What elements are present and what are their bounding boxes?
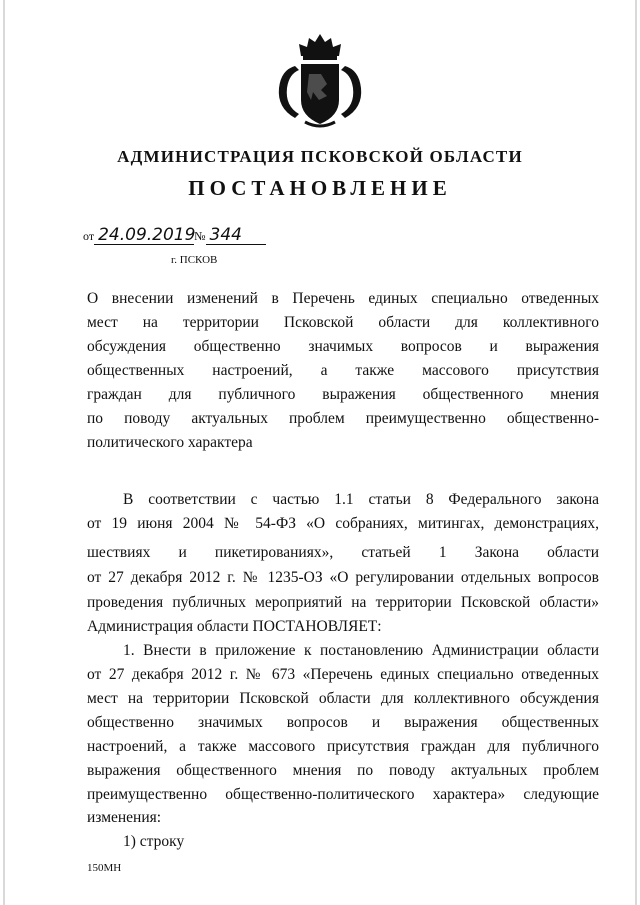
title-line: О внесении изменений в Перечень единых специально отведенных — [87, 290, 599, 307]
body-line: настроений, а также массового присутствия граждан для публичного — [87, 738, 599, 755]
body-line: изменения: — [87, 809, 162, 826]
body-line: В соответствии с частью 1.1 статьи 8 Федерального закона — [123, 491, 599, 508]
body-line: 1) строку — [123, 833, 185, 850]
body-line: от 27 декабря 2012 г. № 1235-ОЗ «О регулировании отдельных вопросов — [87, 569, 599, 586]
form-code: 150МН — [87, 862, 122, 874]
body-line: проведения публичных мероприятий на территории Псковской области» — [87, 594, 599, 611]
scan-edge-left — [3, 0, 5, 905]
title-line: по поводу актуальных проблем преимущественно общественно- — [87, 410, 599, 427]
document-type-heading: ПОСТАНОВЛЕНИЕ — [188, 176, 452, 200]
body-line: выражения общественного мнения по поводу актуальных проблем — [87, 762, 599, 779]
title-line: общественных настроений, а также массового присутствия — [87, 362, 599, 379]
title-line: граждан для публичного выражения общественного мнения — [87, 386, 599, 403]
number-prefix: № — [194, 229, 206, 243]
body-line: общественно значимых вопросов и выражения общественных — [87, 714, 599, 731]
title-line: обсуждения общественно значимых вопросов и выражения — [87, 338, 599, 355]
handwritten-number: 344 — [206, 226, 266, 245]
title-line: политического характера — [87, 434, 253, 451]
body-line: от 19 июня 2004 № 54-ФЗ «О собраниях, митингах, демонстрациях, — [87, 515, 599, 532]
title-line: мест на территории Псковской области для коллективного — [87, 314, 599, 331]
date-prefix: от — [83, 229, 95, 243]
handwritten-date: 24.09.2019 — [94, 226, 194, 245]
body-line: шествиях и пикетированиях», статьей 1 Закона области — [87, 544, 599, 561]
organization-title: АДМИНИСТРАЦИЯ ПСКОВСКОЙ ОБЛАСТИ — [117, 147, 523, 166]
body-line: мест на территории Псковской области для коллективного обсуждения — [87, 690, 599, 707]
body-line: от 27 декабря 2012 г. № 673 «Перечень единых специально отведенных — [87, 666, 599, 683]
coat-of-arms-emblem — [275, 30, 365, 130]
date-number-row — [83, 226, 266, 245]
scan-edge-right — [635, 0, 637, 905]
body-line: 1. Внести в приложение к постановлению Администрации области — [123, 642, 599, 659]
body-line: преимущественно общественно-политического характера» следующие — [87, 786, 599, 803]
city-label: г. ПСКОВ — [171, 254, 218, 266]
body-line: Администрация области ПОСТАНОВЛЯЕТ: — [87, 618, 382, 635]
